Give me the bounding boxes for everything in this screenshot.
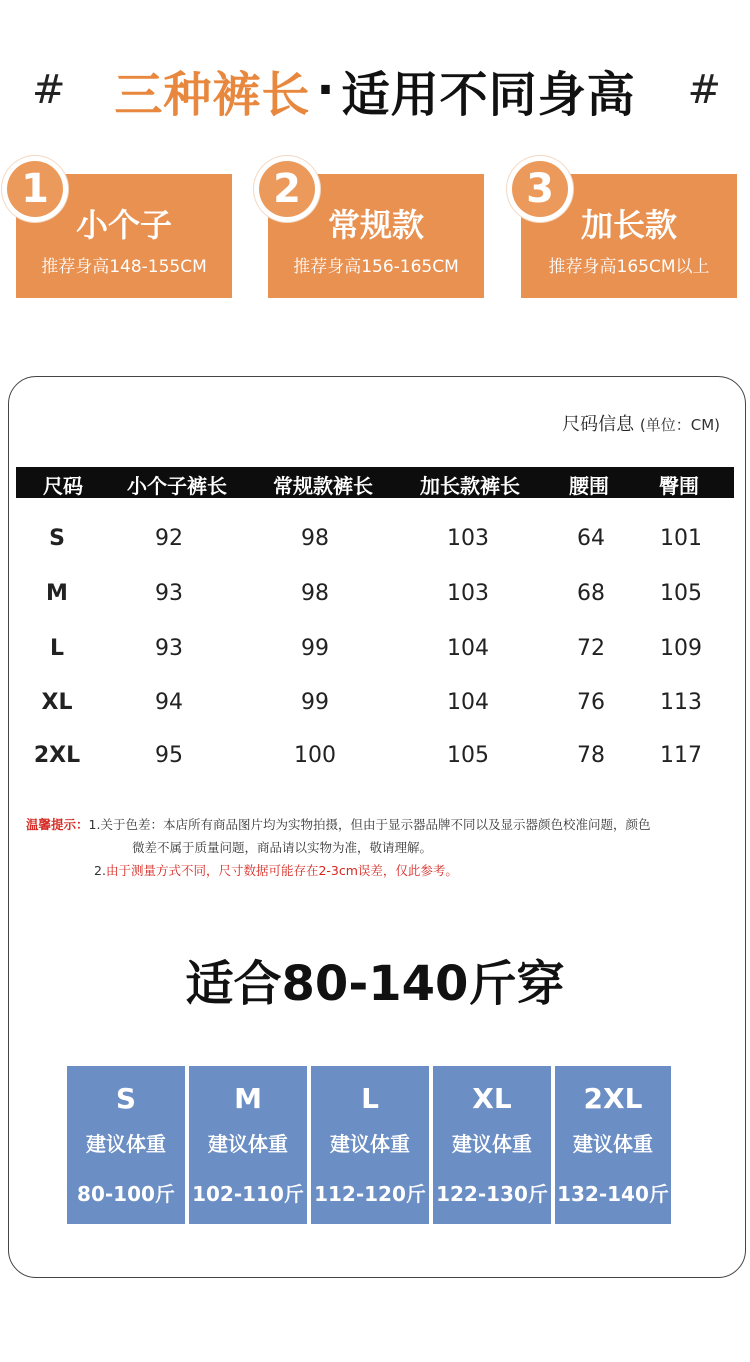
size-info-label: 尺码信息 [562, 414, 635, 435]
hash-right: # [687, 67, 722, 113]
table-row: XL 94 99 104 76 113 [41, 690, 702, 715]
tips-line-2: 微差不属于质量问题，商品请以实物为准，敬请理解。 [132, 840, 433, 855]
number-badge: 2 [254, 156, 320, 222]
number-badge: 1 [2, 156, 68, 222]
tips-line-1: 1.关于色差：本店所有商品图片均为实物拍摄，但由于显示器品牌不同以及显示器颜色校准问题，颜色 [88, 817, 651, 832]
header-petite-length: 小个子裤长 [127, 474, 227, 498]
fit-title: 加长款 [580, 206, 677, 244]
fit-card-regular [268, 166, 484, 298]
weight-box-s: S 建议体重 80-100斤 [67, 1066, 185, 1224]
table-row: M 93 98 103 68 105 [46, 581, 702, 606]
fit-card-petite [16, 166, 232, 298]
hash-left: # [32, 67, 67, 113]
header-long-length: 加长款裤长 [420, 474, 520, 498]
table-row: S 92 98 103 64 101 [49, 526, 702, 551]
fit-card-long [521, 166, 737, 298]
weight-title: 适合80-140斤穿 [185, 956, 565, 1012]
tips-line-3-num: 2. [94, 863, 106, 878]
fit-desc: 推荐身高156-165CM [293, 257, 459, 277]
headline-rest: 适用不同身高 [341, 66, 636, 123]
number-badge: 3 [507, 156, 573, 222]
size-table-header [16, 467, 734, 498]
table-row: L 93 99 104 72 109 [49, 636, 702, 661]
tips-label: 温馨提示： [26, 817, 89, 832]
fit-title: 小个子 [75, 206, 172, 244]
table-row: 2XL 95 100 105 78 117 [33, 743, 702, 768]
headline [0, 52, 750, 128]
headline-dot: · [316, 62, 336, 118]
fit-desc: 推荐身高165CM以上 [548, 257, 710, 277]
header-waist: 腰围 [569, 474, 609, 498]
fit-desc: 推荐身高148-155CM [41, 257, 207, 277]
headline-accent: 三种裤长 [114, 66, 311, 123]
size-info-unit: (单位：CM) [639, 416, 720, 434]
header-regular-length: 常规款裤长 [273, 474, 373, 498]
size-info [562, 410, 720, 436]
fit-title: 常规款 [327, 206, 424, 244]
weight-box-l: L 建议体重 112-120斤 [311, 1066, 429, 1224]
warm-tips [26, 813, 650, 882]
header-size: 尺码 [43, 474, 83, 498]
weight-box-xl: XL 建议体重 122-130斤 [433, 1066, 551, 1224]
weight-box-2xl: 2XL 建议体重 132-140斤 [555, 1066, 671, 1224]
tips-line-3: 由于测量方式不同，尺寸数据可能存在2-3cm误差，仅此参考。 [105, 863, 458, 878]
header-hip: 臀围 [659, 474, 699, 498]
weight-box-m: M 建议体重 102-110斤 [189, 1066, 307, 1224]
